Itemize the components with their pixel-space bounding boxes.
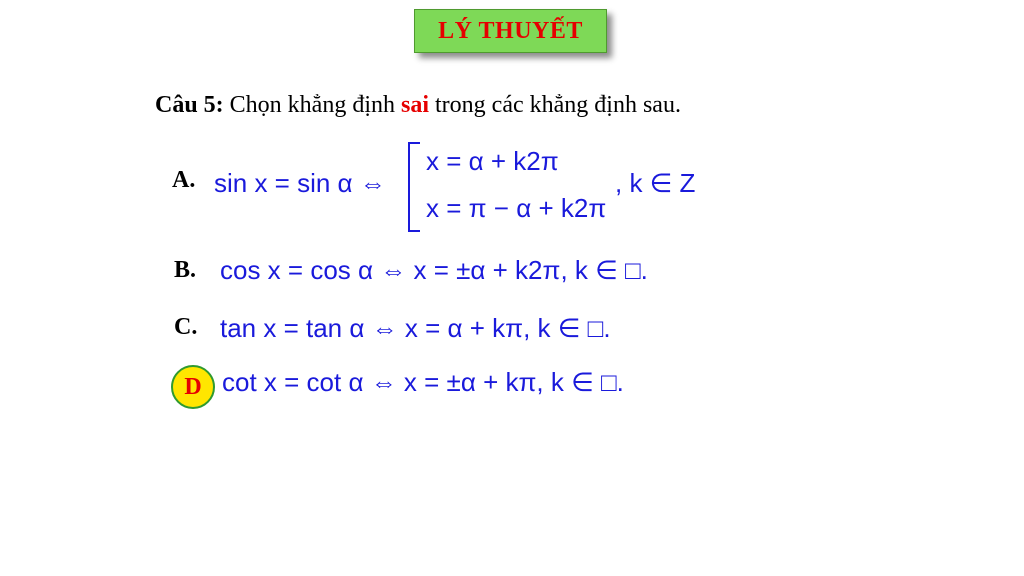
option-c-formula: tan x = tan α ⇔ x = α + kπ, k ∈ □.: [220, 313, 611, 343]
option-a-lhs: sin x = sin α ⇔: [214, 168, 386, 198]
option-a-case2: x = π − α + k2π: [426, 193, 607, 223]
section-title: LÝ THUYẾT: [438, 17, 583, 44]
question-text-after: trong các khẳng định sau.: [429, 92, 681, 118]
option-a-condition: , k ∈ Z: [615, 168, 696, 198]
section-title-banner: [414, 9, 607, 53]
option-c-label: C.: [174, 314, 198, 340]
question-text-before: Chọn khẳng định: [223, 92, 401, 118]
option-b-formula: cos x = cos α ⇔ x = ±α + k2π, k ∈ □.: [220, 255, 648, 285]
answer-marker: [171, 365, 215, 409]
option-a-case-bracket: [408, 142, 420, 232]
question-highlight: sai: [401, 92, 430, 118]
question-label: Câu 5:: [155, 92, 224, 118]
option-a-case1: x = α + k2π: [426, 146, 559, 176]
option-d-label: D: [184, 373, 202, 400]
question-text: [155, 92, 681, 119]
option-d-formula: cot x = cot α ⇔ x = ±α + kπ, k ∈ □.: [222, 367, 624, 397]
option-a-label: A.: [172, 167, 196, 193]
option-b-label: B.: [174, 257, 197, 283]
